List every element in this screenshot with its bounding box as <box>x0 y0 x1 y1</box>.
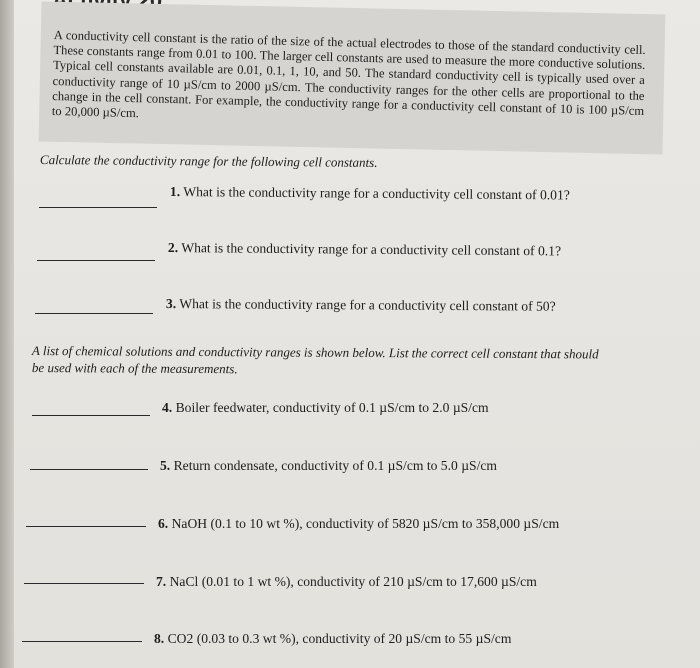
question-7 <box>156 574 537 590</box>
question-2 <box>168 240 561 259</box>
section2-instruction-line2: be used with each of the measurements. <box>31 360 238 377</box>
answer-blank-2[interactable] <box>37 260 155 261</box>
answer-blank-8[interactable] <box>22 641 142 642</box>
question-text: NaOH (0.1 to 10 wt %), conductivity of 5820 µS/cm to 358,000 µS/cm <box>171 516 560 531</box>
question-5 <box>160 458 497 474</box>
question-number: 8. <box>154 631 165 646</box>
question-number: 3. <box>165 296 177 312</box>
section2-instruction-line1: A list of chemical solutions and conductivity ranges is shown below. List the correct cell constant that should <box>31 343 599 362</box>
question-8 <box>154 631 511 647</box>
question-3 <box>166 296 556 315</box>
question-number: 7. <box>156 574 167 589</box>
answer-blank-1[interactable] <box>39 207 157 208</box>
question-number: 1. <box>169 184 181 200</box>
question-text: Boiler feedwater, conductivity of 0.1 µS/cm to 2.0 µS/cm <box>175 400 489 415</box>
answer-blank-7[interactable] <box>24 583 144 584</box>
intro-paragraph: A conductivity cell constant is the ratio of the size of the actual electrodes to those of the standard conductivity cell. These constants range from 0.01 to 100. The larger cell constants are used to measure the more conductive solutions. Typical cell constants available are 0.01, 0.1, 1, 10, and 50. The standard conductivity cell is typically used over a conductivity range of 10 µS/cm to 2000 µS/cm. The conductivity ranges for the other cells are proportional to the change in the cell constant. For example, the conductivity range for a conductivity cell constant of 10 is 100 µS/cm to 20,000 µS/cm. <box>51 28 646 121</box>
question-text: What is the conductivity range for a conductivity cell constant of 50? <box>179 296 556 314</box>
question-text: CO2 (0.03 to 0.3 wt %), conductivity of 20 µS/cm to 55 µS/cm <box>167 631 512 646</box>
question-number: 4. <box>162 400 173 415</box>
answer-blank-5[interactable] <box>30 469 148 470</box>
question-number: 2. <box>167 240 179 256</box>
answer-blank-3[interactable] <box>35 313 153 314</box>
question-6 <box>158 516 559 532</box>
question-text: What is the conductivity range for a conductivity cell constant of 0.01? <box>183 184 570 203</box>
question-1 <box>170 184 570 203</box>
question-number: 5. <box>160 458 171 473</box>
worksheet-page <box>14 0 700 668</box>
answer-blank-6[interactable] <box>26 526 146 527</box>
question-number: 6. <box>158 516 169 531</box>
question-text: NaCl (0.01 to 1 wt %), conductivity of 210 µS/cm to 17,600 µS/cm <box>169 574 537 589</box>
binding-edge <box>0 0 14 668</box>
question-text: What is the conductivity range for a conductivity cell constant of 0.1? <box>181 240 562 259</box>
answer-blank-4[interactable] <box>32 415 150 416</box>
section1-instruction: Calculate the conductivity range for the following cell constants. <box>39 152 378 170</box>
question-text: Return condensate, conductivity of 0.1 µS/cm to 5.0 µS/cm <box>173 458 497 473</box>
question-4 <box>162 400 489 416</box>
